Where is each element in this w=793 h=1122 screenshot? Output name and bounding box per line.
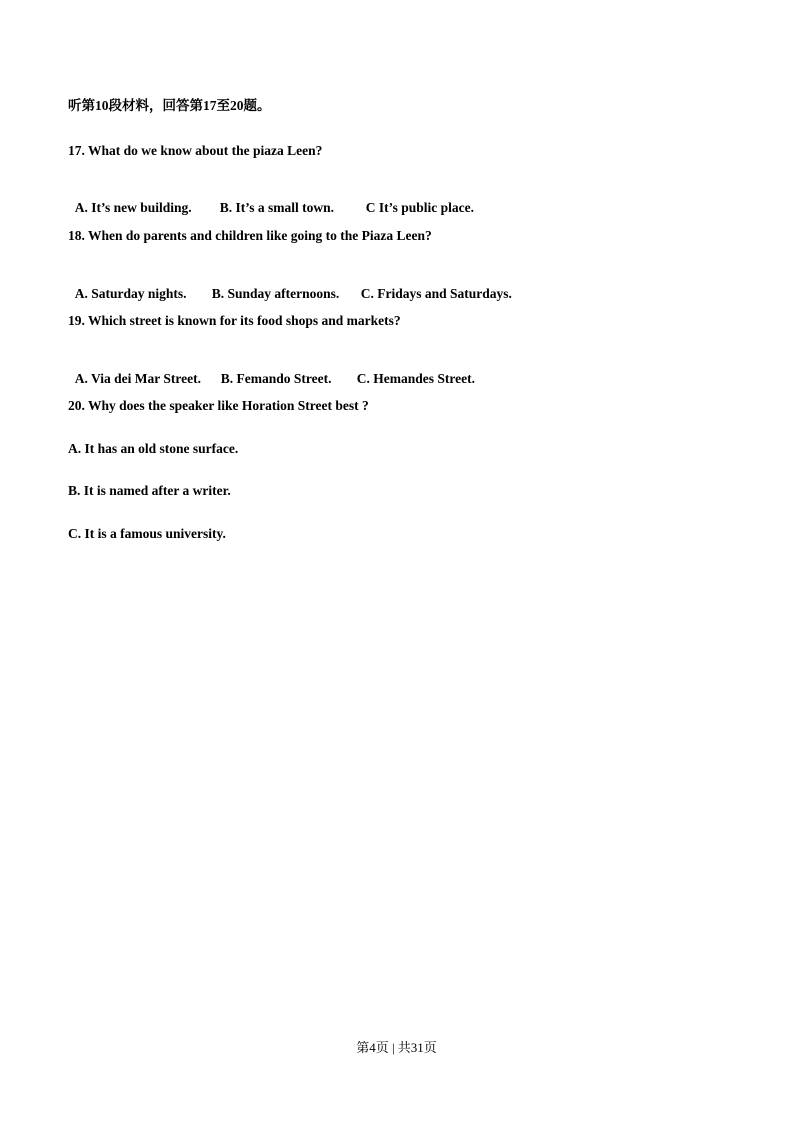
- question-19-stem: 19. Which street is known for its food shops and markets?: [68, 313, 401, 328]
- question-19-options: [68, 355, 475, 387]
- question-17-options: [68, 184, 474, 216]
- question-19-option-a: A. Via dei Mar Street.: [74, 371, 201, 386]
- question-18-option-a: A. Saturday nights.: [74, 286, 187, 301]
- question-18-options: [68, 270, 512, 302]
- question-19-option-c: C. Hemandes Street.: [356, 371, 475, 386]
- question-17-option-b: B. It’s a small town.: [219, 200, 335, 215]
- section-header: 听第10段材料，回答第17至20题。: [68, 98, 271, 113]
- question-20-option-c: C. It is a famous university.: [68, 526, 226, 541]
- question-20-stem: 20. Why does the speaker like Horation Street best ?: [68, 398, 369, 413]
- question-17-stem: 17. What do we know about the piaza Leen?: [68, 143, 323, 158]
- question-18-option-b: B. Sunday afternoons.: [211, 286, 340, 301]
- question-19-option-b: B. Femando Street.: [220, 371, 332, 386]
- question-18-option-c: C. Fridays and Saturdays.: [360, 286, 512, 301]
- question-20-option-a: A. It has an old stone surface.: [68, 441, 239, 456]
- question-18-stem: 18. When do parents and children like going to the Piaza Leen?: [68, 228, 432, 243]
- question-17-option-a: A. It’s new building.: [74, 200, 192, 215]
- question-17-option-c: C It’s public place.: [365, 200, 475, 215]
- page-footer: 第4页 | 共31页: [356, 1040, 437, 1055]
- question-20-option-b: B. It is named after a writer.: [68, 483, 231, 498]
